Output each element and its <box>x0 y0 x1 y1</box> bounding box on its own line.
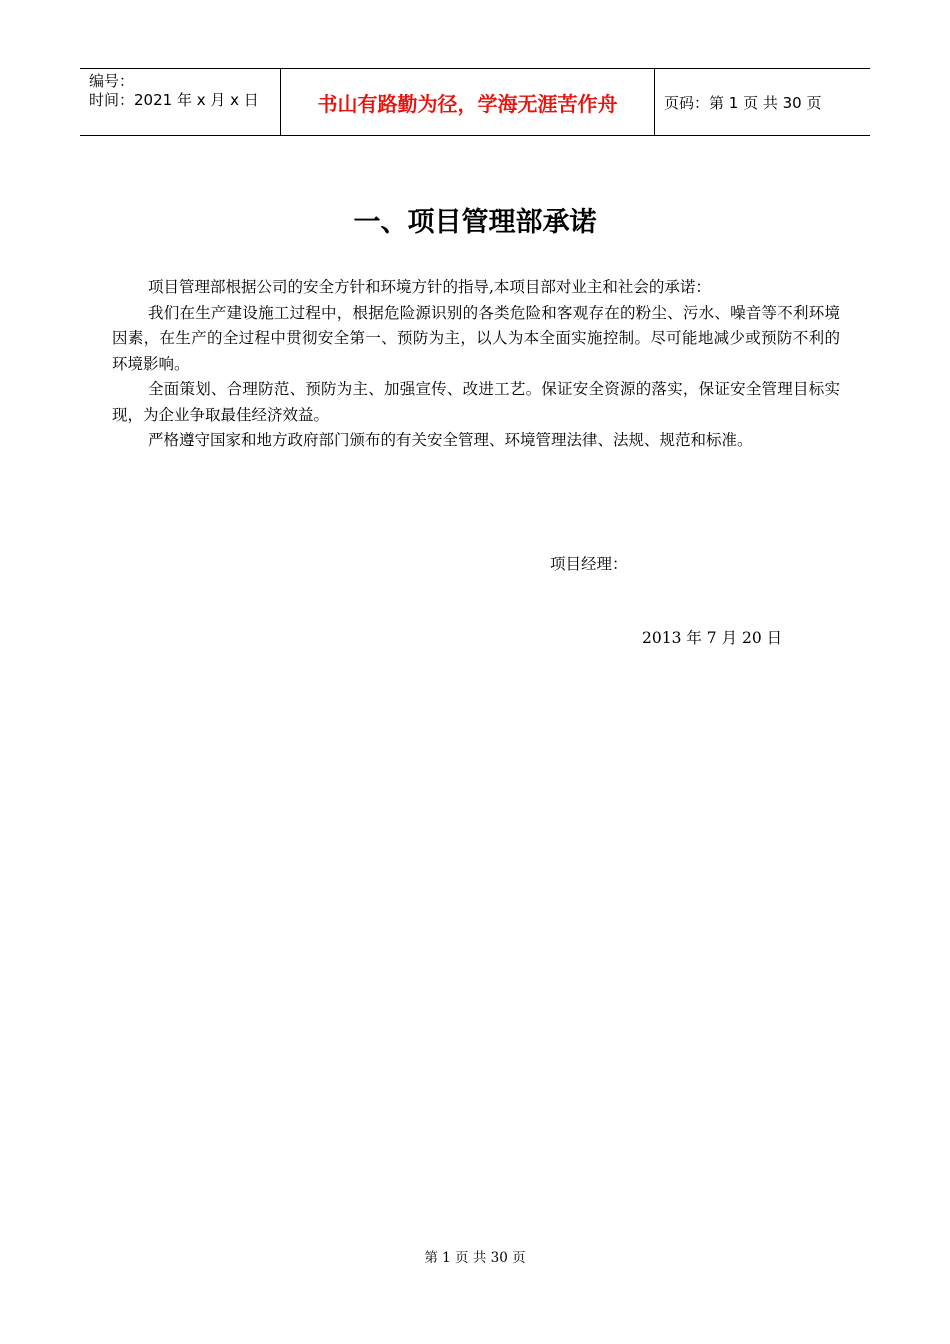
signature-date: 2013 年 7 月 20 日 <box>642 629 783 647</box>
header-table <box>80 68 870 136</box>
page-footer: 第 1 页 共 30 页 <box>424 1250 526 1266</box>
motto-text: 书山有路勤为径，学海无涯苦作舟 <box>317 91 618 116</box>
commitment-body <box>112 275 840 454</box>
project-manager-label: 项目经理： <box>550 555 628 573</box>
paragraph-environment: 我们在生产建设施工过程中，根据危险源识别的各类危险和客观存在的粉尘、污水、噪音等不利环境因素，在生产的全过程中贯彻安全第一、预防为主，以人为本全面实施控制。尽可能地减少或预防不利的环境影响。 <box>112 303 840 373</box>
header-page-cell <box>655 69 870 135</box>
page-title: 一、项目管理部承诺 <box>353 207 597 238</box>
header-meta-cell <box>80 69 281 135</box>
paragraph-intro: 项目管理部根据公司的安全方针和环境方针的指导,本项目部对业主和社会的承诺： <box>148 278 711 296</box>
paragraph-compliance: 严格遵守国家和地方政府部门颁布的有关安全管理、环境管理法律、法规、规范和标准。 <box>148 431 753 449</box>
page-info-text: 页码：第 1 页 共 30 页 <box>664 93 822 112</box>
paragraph-planning: 全面策划、合理防范、预防为主、加强宣传、改进工艺。保证安全资源的落实，保证安全管理目标实现，为企业争取最佳经济效益。 <box>112 380 840 424</box>
header-motto-cell <box>281 69 655 135</box>
document-time-label: 时间：2021 年 x 月 x 日 <box>89 91 259 109</box>
document-number-label: 编号： <box>89 72 135 90</box>
